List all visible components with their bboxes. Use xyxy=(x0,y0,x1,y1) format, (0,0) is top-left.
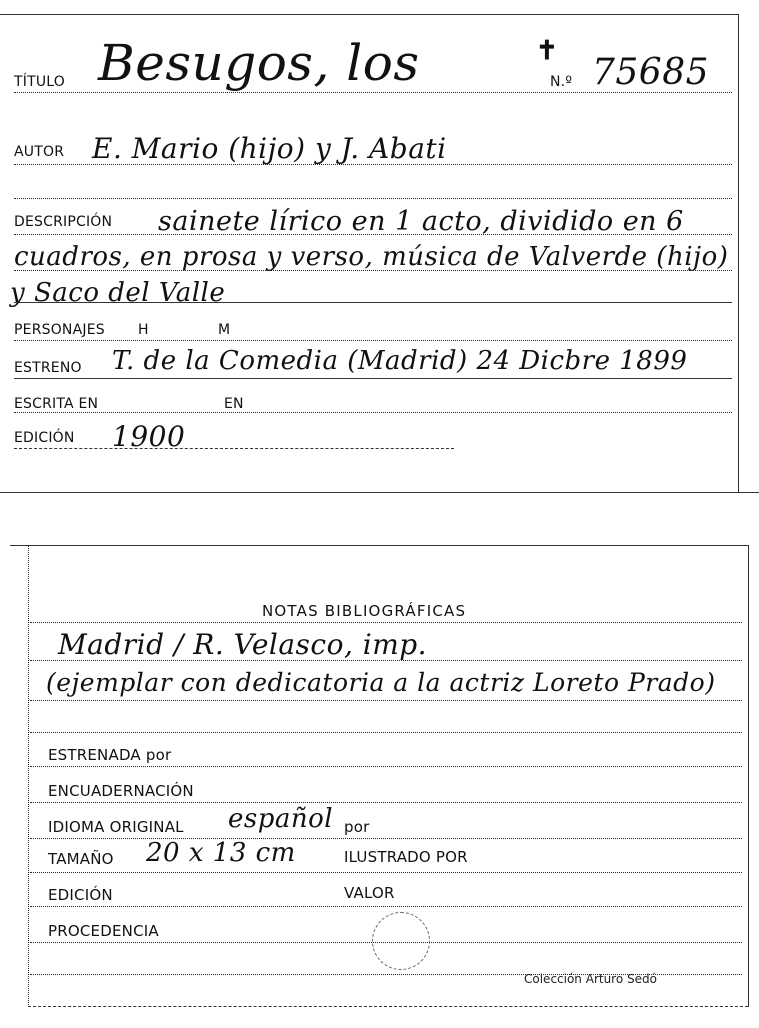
tamano-value: 20 x 13 cm xyxy=(146,838,296,868)
edicion-rule xyxy=(14,448,454,449)
notas-line-2: (ejemplar con dedicatoria a la actriz Loreto Prado) xyxy=(46,668,716,697)
estreno-rule xyxy=(14,378,732,379)
notas-rule-1 xyxy=(30,660,742,661)
numero-label: N.º xyxy=(550,74,573,90)
edicion2-label: EDICIÓN xyxy=(48,886,113,904)
notas-rule-0 xyxy=(30,622,742,623)
idioma-por-label: por xyxy=(344,818,370,836)
card1-top-border xyxy=(0,14,738,15)
ilustrado-label: ILUSTRADO POR xyxy=(344,848,468,866)
notas-heading: NOTAS BIBLIOGRÁFICAS xyxy=(262,602,467,620)
edicion-label: EDICIÓN xyxy=(14,430,75,446)
estreno-label: ESTRENO xyxy=(14,360,82,376)
card2-left-border xyxy=(28,545,29,1007)
escrita-en-label: EN xyxy=(224,396,244,412)
idioma-rule xyxy=(30,838,742,839)
personajes-rule xyxy=(14,340,732,341)
descripcion-rule-3 xyxy=(14,302,732,303)
procedencia-label: PROCEDENCIA xyxy=(48,922,159,940)
collection-credit: Colección Arturo Sedó xyxy=(524,972,657,986)
escrita-label: ESCRITA EN xyxy=(14,396,99,412)
descripcion-line-3: y Saco del Valle xyxy=(10,278,226,308)
card1-right-border xyxy=(738,14,739,492)
escrita-rule xyxy=(14,412,732,413)
estrenada-rule xyxy=(30,766,742,767)
personajes-h-label: H xyxy=(138,322,149,338)
idioma-value: español xyxy=(228,804,334,834)
personajes-m-label: M xyxy=(218,322,231,338)
autor-label: AUTOR xyxy=(14,144,65,160)
edicion-value: 1900 xyxy=(112,420,186,453)
tamano-label: TAMAÑO xyxy=(48,850,114,868)
valor-label: VALOR xyxy=(344,884,395,902)
cross-mark: ✝ xyxy=(536,36,558,66)
notas-rule-3 xyxy=(30,732,742,733)
titulo-label: TÍTULO xyxy=(14,74,65,90)
faded-stamp xyxy=(372,912,430,970)
encuadernacion-rule xyxy=(30,802,742,803)
estrenada-label: ESTRENADA por xyxy=(48,746,172,764)
encuadernacion-label: ENCUADERNACIÓN xyxy=(48,782,194,800)
edicion2-rule xyxy=(30,906,742,907)
notas-rule-2 xyxy=(30,700,742,701)
descripcion-line-1: sainete lírico en 1 acto, dividido en 6 xyxy=(158,206,684,237)
blank-rule-1 xyxy=(14,198,732,199)
descripcion-line-2: cuadros, en prosa y verso, música de Valverde (hijo) xyxy=(14,242,729,272)
idioma-label: IDIOMA ORIGINAL xyxy=(48,818,184,836)
notas-line-1: Madrid / R. Velasco, imp. xyxy=(58,628,428,661)
personajes-label: PERSONAJES xyxy=(14,322,105,338)
card2-right-border xyxy=(748,545,749,1007)
card1-bottom-border xyxy=(0,492,759,493)
descripcion-rule-1 xyxy=(14,234,732,235)
autor-rule xyxy=(14,164,732,165)
descripcion-label: DESCRIPCIÓN xyxy=(14,214,113,230)
card2-top-border xyxy=(10,545,748,546)
numero-value: 75685 xyxy=(592,52,710,93)
titulo-rule xyxy=(14,92,732,93)
card2-bottom-border xyxy=(28,1006,748,1007)
titulo-value: Besugos, los xyxy=(98,34,420,92)
descripcion-rule-2 xyxy=(14,270,732,271)
estreno-value: T. de la Comedia (Madrid) 24 Dicbre 1899 xyxy=(112,346,688,376)
autor-value: E. Mario (hijo) y J. Abati xyxy=(92,132,447,165)
tamano-rule xyxy=(30,872,742,873)
